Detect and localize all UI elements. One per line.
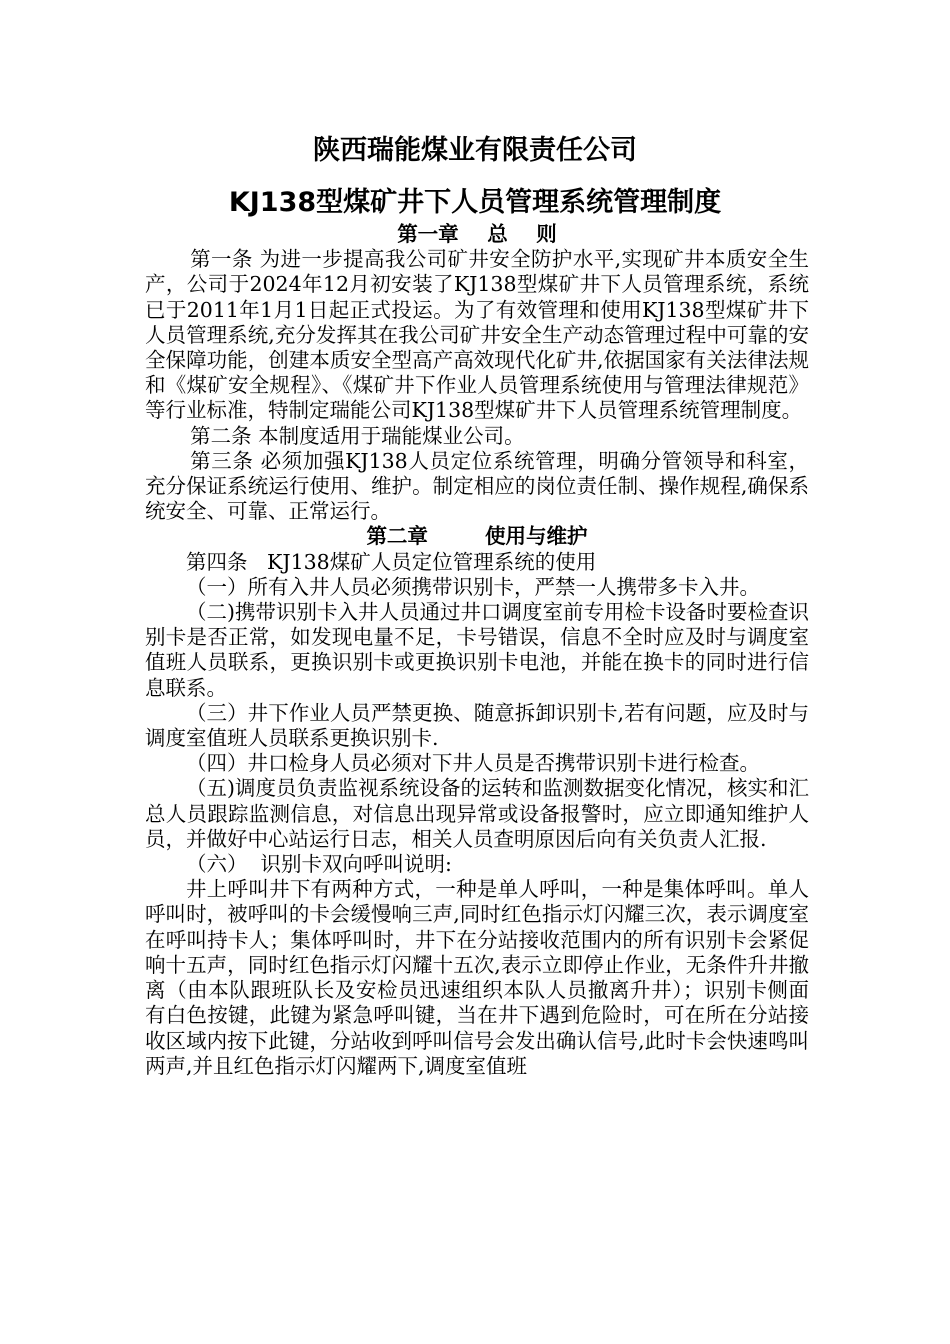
- chapter1-heading: 第一章 总 则: [397, 222, 557, 246]
- article-1: 第一条 为进一步提高我公司矿井安全防护水平,实现矿井本质安全生产，公司于2024年12月初安装了KJ138型煤矿井下人员管理系统，系统已于2011年1月1日起正式投运。为了有效管理和使用KJ138型煤矿井下人员管理系统,充分发挥其在我公司矿井安全生产动态管理过程中可靠的安全保障功能，创建本质安全型高产高效现代化矿井,依据国家有关法律法规和《煤矿安全规程》、《煤矿井下作业人员管理系统使用与管理法律规范》等行业标准，特制定瑞能公司KJ138型煤矿井下人员管理系统管理制度。: [145, 247, 809, 423]
- item-6: （六） 识别卡双向呼叫说明:: [186, 852, 452, 877]
- item-6-text: 井上呼叫井下有两种方式，一种是单人呼叫，一种是集体呼叫。单人呼叫时，被呼叫的卡会缓慢响三声,同时红色指示灯闪耀三次，表示调度室在呼叫持卡人；集体呼叫时，井下在分站接收范围内的所有识别卡会紧促响十五声，同时红色指示灯闪耀十五次,表示立即停止作业，无条件升井撤离（由本队跟班队长及安检员迅速组织本队人员撤离升井）；识别卡侧面有白色按键，此键为紧急呼叫键，当在井下遇到危险时，可在所在分站接收区域内按下此键，分站收到呼叫信号会发出确认信号,此时卡会快速鸣叫两声,并且红色指示灯闪耀两下,调度室值班: [145, 877, 809, 1078]
- article-2: 第二条 本制度适用于瑞能煤业公司。: [190, 423, 525, 448]
- document-title: KJ138型煤矿井下人员管理系统管理制度: [228, 187, 722, 218]
- chapter2-heading: 第二章 使用与维护: [366, 524, 588, 549]
- document-body: [145, 222, 809, 1079]
- item-2: （二)携带识别卡入井人员通过井口调度室前专用检卡设备时要检查识别卡是否正常，如发现电量不足，卡号错误，信息不全时应及时与调度室值班人员联系，更换识别卡或更换识别卡电池，并能在换卡的同时进行信息联系。: [145, 600, 809, 700]
- item-1: （一）所有入井人员必须携带识别卡，严禁一人携带多卡入井。: [186, 574, 760, 599]
- item-3: （三）井下作业人员严禁更换、随意拆卸识别卡,若有问题，应及时与调度室值班人员联系更换识别卡.: [145, 700, 809, 751]
- article-4: 第四条 KJ138煤矿人员定位管理系统的使用: [186, 549, 597, 574]
- company-title: 陕西瑞能煤业有限责任公司: [313, 135, 637, 166]
- article-3: 第三条 必须加强KJ138人员定位系统管理，明确分管领导和科室，充分保证系统运行使用、维护。制定相应的岗位责任制、操作规程,确保系统安全、可靠、正常运行。: [145, 448, 809, 524]
- item-5: （五)调度员负责监视系统设备的运转和监测数据变化情况，核实和汇总人员跟踪监测信息，对信息出现异常或设备报警时，应立即通知维护人员，并做好中心站运行日志，相关人员查明原因后向有关负责人汇报.: [145, 776, 809, 851]
- item-4: （四）井口检身人员必须对下井人员是否携带识别卡进行检查。: [186, 751, 760, 776]
